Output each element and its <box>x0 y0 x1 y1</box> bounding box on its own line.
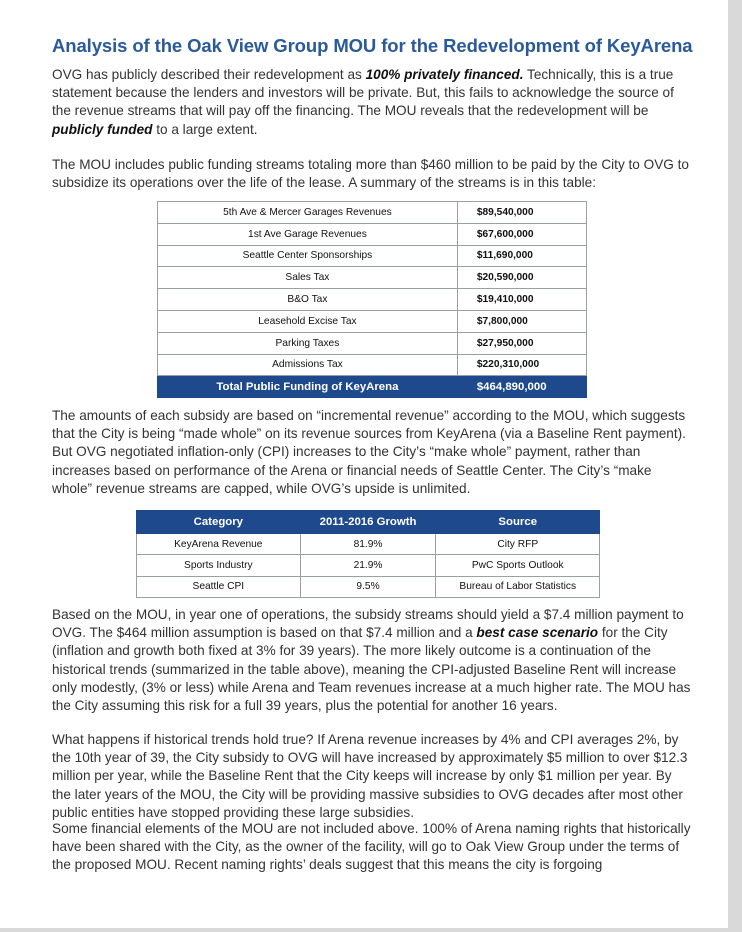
growth-source: Bureau of Labor Statistics <box>436 576 600 597</box>
header-growth: 2011-2016 Growth <box>300 511 436 534</box>
funding-label: Admissions Tax <box>158 354 458 376</box>
naming-rights-paragraph: Some financial elements of the MOU are not included above. 100% of Arena naming rights that historically have been shared with the City, as the owner of the facility, will go to Oak View Group under the terms of the proposed MOU. Recent naming rights’ deals suggest that this means the city is forgoing <box>52 821 691 873</box>
funding-label: Parking Taxes <box>158 332 458 354</box>
funding-label: B&O Tax <box>158 289 458 311</box>
intro-paragraph <box>52 66 692 139</box>
p4-text-a: Based on the MOU, in year one of operations, the subsidy streams should yield a $7.4 million payment to OVG. The $464 million assumption is based on that $7.4 million and a <box>52 607 684 641</box>
p4-emphasis-best-case: best case scenario <box>476 625 599 641</box>
table-row <box>158 354 587 376</box>
growth-category: Seattle CPI <box>137 576 301 597</box>
growth-category: Sports Industry <box>137 555 301 576</box>
p1-text-c: Technically, this is a true statement because the lenders and investors will be private. But, this fails to acknowledge the source of the revenue streams that will pay off the financing. The MOU reveals that the redevelopment will be <box>52 67 674 119</box>
growth-source: PwC Sports Outlook <box>436 555 600 576</box>
funding-value: $20,590,000 <box>457 267 586 289</box>
historical-trends-paragraph: What happens if historical trends hold true? If Arena revenue increases by 4% and CPI averages 2%, by the 10th year of 39, the City subsidy to OVG will have increased by approximately $5 million to over $12.3 million per year, while the Baseline Rent that the City keeps will increase by only $1 million per year. By the later years of the MOU, the City will be providing massive subsidies to OVG decades after most other public entities have stopped providing these large subsidies. <box>52 732 688 820</box>
table-row <box>158 332 587 354</box>
table-row <box>158 202 587 224</box>
growth-value: 21.9% <box>300 555 436 576</box>
table-row <box>137 576 600 597</box>
table-row <box>158 267 587 289</box>
funding-summary-paragraph: The MOU includes public funding streams totaling more than $460 million to be paid by the City to OVG to subsidize its operations over the life of the lease. A summary of the streams is in this table: <box>52 157 689 191</box>
table-row <box>137 555 600 576</box>
funding-value: $27,950,000 <box>457 332 586 354</box>
p1-text-a: OVG has publicly described their redevelopment as <box>52 67 366 82</box>
page-title: Analysis of the Oak View Group MOU for the Redevelopment of KeyArena <box>52 35 693 56</box>
growth-table <box>136 510 600 598</box>
subsidy-yield-paragraph <box>52 606 692 715</box>
funding-value: $19,410,000 <box>457 289 586 311</box>
table-row <box>158 245 587 267</box>
funding-total-label: Total Public Funding of KeyArena <box>158 376 458 398</box>
table-row <box>158 223 587 245</box>
funding-table <box>157 201 587 398</box>
growth-category: KeyArena Revenue <box>137 534 301 555</box>
funding-total-row <box>158 376 587 398</box>
p1-emphasis-publicly-funded: publicly funded <box>52 121 153 137</box>
funding-value: $220,310,000 <box>457 354 586 376</box>
table-row <box>137 534 600 555</box>
incremental-revenue-paragraph: The amounts of each subsidy are based on “incremental revenue” according to the MOU, which suggests that the City is being “made whole” on its revenue sources from KeyArena (via a Baseline Rent payment). But OVG negotiated inflation-only (CPI) increases to the City’s “make whole” payment, rather than increases based on performance of the Arena or financial needs of Seattle Center. The City’s “make whole” revenue streams are capped, while OVG’s upside is unlimited. <box>52 408 686 496</box>
p1-emphasis-privately-financed: 100% privately financed. <box>365 67 524 82</box>
funding-total-value: $464,890,000 <box>457 376 586 398</box>
header-source: Source <box>436 511 600 534</box>
funding-value: $11,690,000 <box>457 245 586 267</box>
table-row <box>158 310 587 332</box>
p4-text-c: for the City (inflation and growth both fixed at 3% for 39 years). The more likely outcome is a continuation of the historical trends (summarized in the table above), meaning the CPI-adjusted Baseline Rent will increase only modestly, (3% or less) while Arena and Team revenues increase at a much higher rate. The MOU has the City assuming this risk for a full 39 years, plus the potential for another 16 years. <box>52 625 691 714</box>
growth-source: City RFP <box>436 534 600 555</box>
funding-label: 5th Ave & Mercer Garages Revenues <box>158 202 458 224</box>
funding-label: Leasehold Excise Tax <box>158 310 458 332</box>
growth-value: 9.5% <box>300 576 436 597</box>
funding-label: Seattle Center Sponsorships <box>158 245 458 267</box>
funding-value: $7,800,000 <box>457 310 586 332</box>
p1-text-e: to a large extent. <box>152 121 258 137</box>
funding-value: $67,600,000 <box>457 223 586 245</box>
table-row <box>158 289 587 311</box>
growth-value: 81.9% <box>300 534 436 555</box>
funding-value: $89,540,000 <box>457 202 586 224</box>
growth-table-header <box>137 511 600 534</box>
funding-label: Sales Tax <box>158 267 458 289</box>
header-category: Category <box>137 511 301 534</box>
funding-label: 1st Ave Garage Revenues <box>158 223 458 245</box>
